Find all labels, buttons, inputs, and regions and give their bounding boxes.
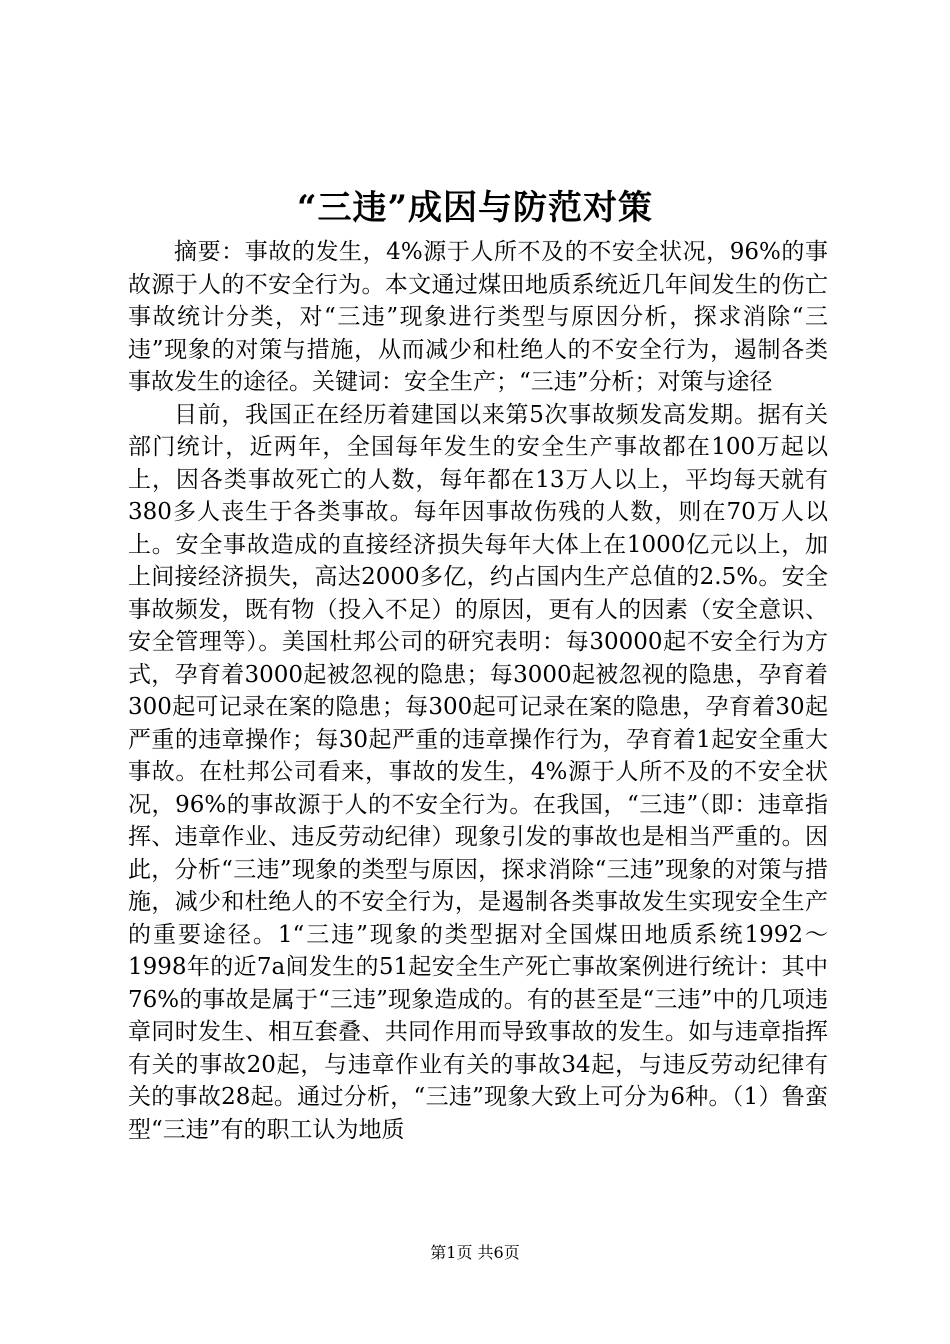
document-body <box>128 236 828 1146</box>
page-title: “三违”成因与防范对策 <box>296 188 654 228</box>
body-paragraph: 目前，我国正在经历着建国以来第5次事故频发高发期。据有关部门统计，近两年，全国每年发生的安全生产事故都在100万起以上，因各类事故死亡的人数，每年都在13万人以上，平均每天就有380多人丧生于各类事故。每年因事故伤残的人数，则在70万人以上。安全事故造成的直接经济损失每年大体上在1000亿元以上，加上间接经济损失，高达2000多亿，约占国内生产总值的2.5%。安全事故频发，既有物（投入不足）的原因，更有人的因素（安全意识、安全管理等）。美国杜邦公司的研究表明：每30000起不安全行为方式，孕育着3000起被忽视的隐患；每3000起被忽视的隐患，孕育着300起可记录在案的隐患；每300起可记录在案的隐患，孕育着30起严重的违章操作；每30起严重的违章操作行为，孕育着1起安全重大事故。在杜邦公司看来，事故的发生，4%源于人所不及的不安全状况，96%的事故源于人的不安全行为。在我国，“三违”（即：违章指挥、违章作业、违反劳动纪律）现象引发的事故也是相当严重的。因此，分析“三违”现象的类型与原因，探求消除“三违”现象的对策与措施，减少和杜绝人的不安全行为，是遏制各类事故发生实现安全生产的重要途径。1“三违”现象的类型据对全国煤田地质系统1992～1998年的近7a间发生的51起安全生产死亡事故案例进行统计：其中76%的事故是属于“三违”现象造成的。有的甚至是“三违”中的几项违章同时发生、相互套叠、共同作用而导致事故的发生。如与违章指挥有关的事故20起，与违章作业有关的事故34起，与违反劳动纪律有关的事故28起。通过分析，“三违”现象大致上可分为6种。（1）鲁蛮型“三违”有的职工认为地质 <box>128 401 828 1143</box>
abstract-paragraph: 摘要：事故的发生，4%源于人所不及的不安全状况，96%的事故源于人的不安全行为。本文通过煤田地质系统近几年间发生的伤亡事故统计分类，对“三违”现象进行类型与原因分析，探求消除“三违”现象的对策与措施，从而减少和杜绝人的不安全行为，遏制各类事故发生的途径。关键词：安全生产；“三违”分析；对策与途径 <box>128 239 828 395</box>
page-footer: 第1页 共6页 <box>430 1243 520 1262</box>
